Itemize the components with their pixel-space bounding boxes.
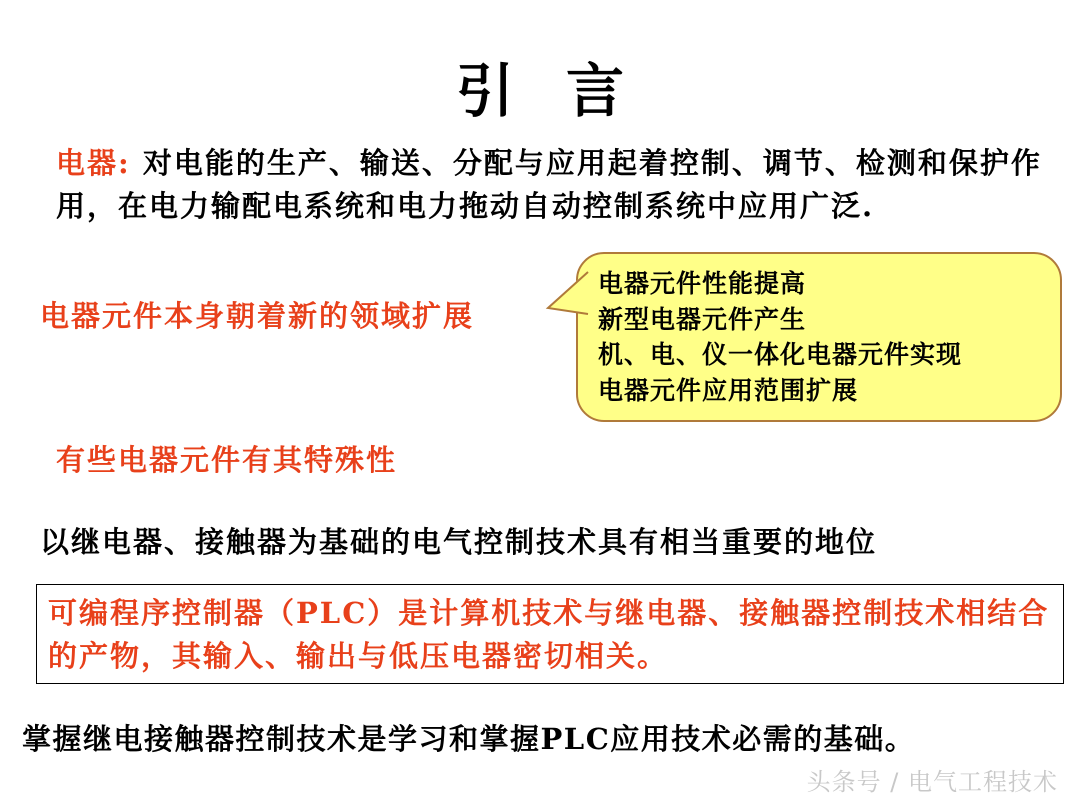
page-title: 引言	[455, 57, 676, 125]
mastery-statement: 掌握继电接触器控制技术是学习和掌握PLC应用技术必需的基础。	[22, 722, 916, 756]
callout-list	[598, 266, 962, 408]
special-heading: 有些电器元件有其特殊性	[56, 443, 398, 477]
callout-item: 电器元件应用范围扩展	[598, 375, 859, 405]
definition-body: 对电能的生产、输送、分配与应用起着控制、调节、检测和保护作用，在电力输配电系统和电力拖动自动控制系统中应用广泛.	[56, 146, 1042, 223]
callout-item: 新型电器元件产生	[598, 304, 807, 334]
definition-paragraph	[56, 142, 1046, 228]
definition-term: 电器:	[56, 146, 131, 180]
callout-item: 机、电、仪一体化电器元件实现	[598, 340, 963, 369]
plc-statement: 可编程序控制器（PLC）是计算机技术与继电器、接触器控制技术相结合的产物，其输入、输出与低压电器密切相关。	[48, 596, 1050, 673]
relay-statement: 以继电器、接触器为基础的电气控制技术具有相当重要的地位	[40, 525, 878, 559]
callout-pointer	[548, 270, 588, 320]
expansion-heading: 电器元件本身朝着新的领域扩展	[40, 299, 475, 333]
callout-item: 电器元件性能提高	[598, 269, 807, 298]
watermark: 头条号 / 电气工程技术	[806, 768, 1058, 796]
